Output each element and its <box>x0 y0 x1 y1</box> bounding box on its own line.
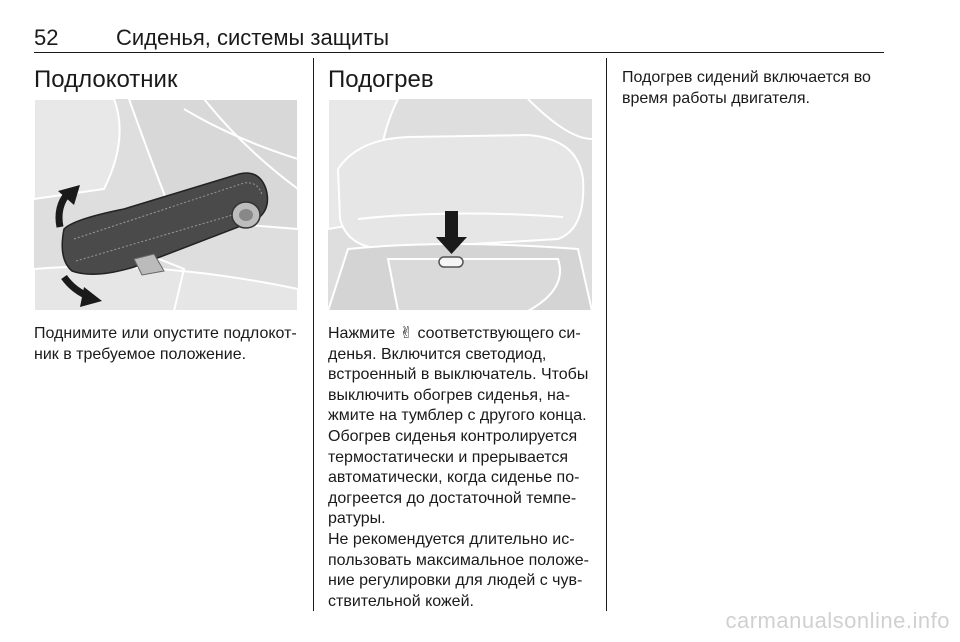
column-divider <box>606 58 607 611</box>
text-line: ник в требуемое положение. <box>34 345 247 363</box>
heating-thermostat-note <box>328 427 600 530</box>
text-line: догреется до достаточной темпе- <box>328 489 577 507</box>
heating-warning <box>328 530 600 612</box>
heating-heading: Подогрев <box>328 66 434 93</box>
seat-heating-illustration <box>328 99 592 311</box>
text-line: ствительной кожей. <box>328 592 474 610</box>
engine-running-note <box>622 68 887 109</box>
column-divider <box>313 58 314 611</box>
text-line: пользовать максимальное положе- <box>328 551 589 569</box>
armrest-heading: Подлокотник <box>34 66 178 93</box>
text-line: Не рекомендуется длительно ис- <box>328 531 575 548</box>
text-line: выключить обогрев сиденья, на- <box>328 386 571 404</box>
text-line: ратуры. <box>328 510 386 527</box>
text-line: автоматически, когда сиденье по- <box>328 469 580 486</box>
text-line: Нажмите ✌ соответствующего си- <box>328 325 581 342</box>
text-line: Обогрев сиденья контролируется <box>328 428 578 445</box>
text-line: термостатически и прерывается <box>328 448 569 466</box>
text-line: ние регулировки для людей с чув- <box>328 572 583 589</box>
armrest-caption <box>34 324 304 365</box>
text-line: Подогрев сидений включается во <box>622 69 871 86</box>
watermark: carmanualsonline.info <box>725 608 950 633</box>
heating-instructions <box>328 324 600 427</box>
text-line: Поднимите или опустите подлокот- <box>34 325 297 342</box>
page-header <box>34 26 884 53</box>
armrest-illustration <box>34 99 298 311</box>
text-line: время работы двигателя. <box>622 89 810 107</box>
text-line: денья. Включится светодиод, <box>328 345 547 363</box>
section-title: Сиденья, системы защиты <box>116 25 390 50</box>
page-number: 52 <box>34 25 59 50</box>
text-line: жмите на тумблер с другого конца. <box>328 407 587 424</box>
text-line: встроенный в выключатель. Чтобы <box>328 366 589 383</box>
